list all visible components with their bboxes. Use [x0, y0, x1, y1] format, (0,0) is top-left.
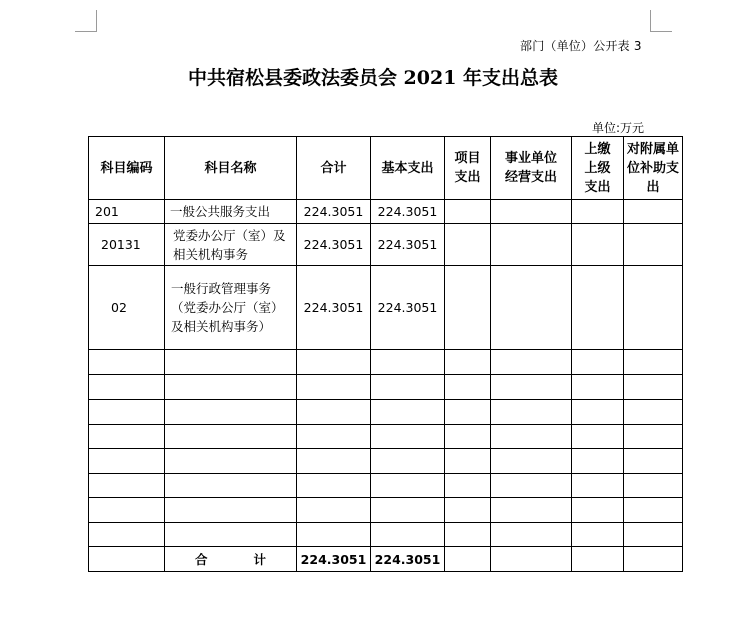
empty-row: [89, 449, 683, 474]
table-row: [89, 224, 683, 266]
empty-row: [89, 375, 683, 400]
row-code: 02: [89, 266, 165, 350]
total-label: [165, 547, 297, 572]
col-header-basic: 基本支出: [371, 137, 445, 200]
unit-label: 单位:万元: [592, 121, 645, 135]
crop-mark-right-vertical: [650, 10, 651, 32]
total-basic: 224.3051: [371, 547, 445, 572]
col-header-subsidy: 对附属单位补助支出: [624, 137, 683, 200]
crop-mark-right-horizontal: [650, 31, 672, 32]
col-header-project: 项目支出: [445, 137, 491, 200]
row-code: 20131: [89, 224, 165, 266]
table-number-note: 部门（单位）公开表 3: [520, 39, 642, 53]
header-row: [89, 137, 683, 200]
empty-row: [89, 523, 683, 547]
crop-mark-left-vertical: [96, 10, 97, 32]
crop-mark-left-horizontal: [75, 31, 97, 32]
empty-row: [89, 474, 683, 498]
total-sum: 224.3051: [297, 547, 371, 572]
total-label-part-b: 计: [253, 552, 267, 567]
total-row: [89, 547, 683, 572]
empty-row: [89, 498, 683, 523]
col-header-remit: 上缴上级支出: [572, 137, 624, 200]
col-header-code: 科目编码: [89, 137, 165, 200]
row-code: 201: [89, 200, 165, 224]
expenditure-table: [88, 136, 683, 572]
table-row: [89, 266, 683, 350]
row-basic: 224.3051: [371, 224, 445, 266]
table-row: [89, 200, 683, 224]
total-label-part-a: 合: [194, 552, 208, 567]
col-header-total: 合计: [297, 137, 371, 200]
row-basic: 224.3051: [371, 266, 445, 350]
empty-row: [89, 350, 683, 375]
page-title: 中共宿松县委政法委员会 2021 年支出总表: [187, 67, 559, 89]
row-total: 224.3051: [297, 224, 371, 266]
row-basic: 224.3051: [371, 200, 445, 224]
row-total: 224.3051: [297, 266, 371, 350]
col-header-business: 事业单位经营支出: [491, 137, 572, 200]
col-header-name: 科目名称: [165, 137, 297, 200]
empty-row: [89, 425, 683, 449]
row-total: 224.3051: [297, 200, 371, 224]
row-name: 一般行政管理事务（党委办公厅（室）及相关机构事务）: [165, 266, 297, 350]
row-name: 一般公共服务支出: [165, 200, 297, 224]
empty-row: [89, 400, 683, 425]
row-name: 党委办公厅（室）及相关机构事务: [165, 224, 297, 266]
